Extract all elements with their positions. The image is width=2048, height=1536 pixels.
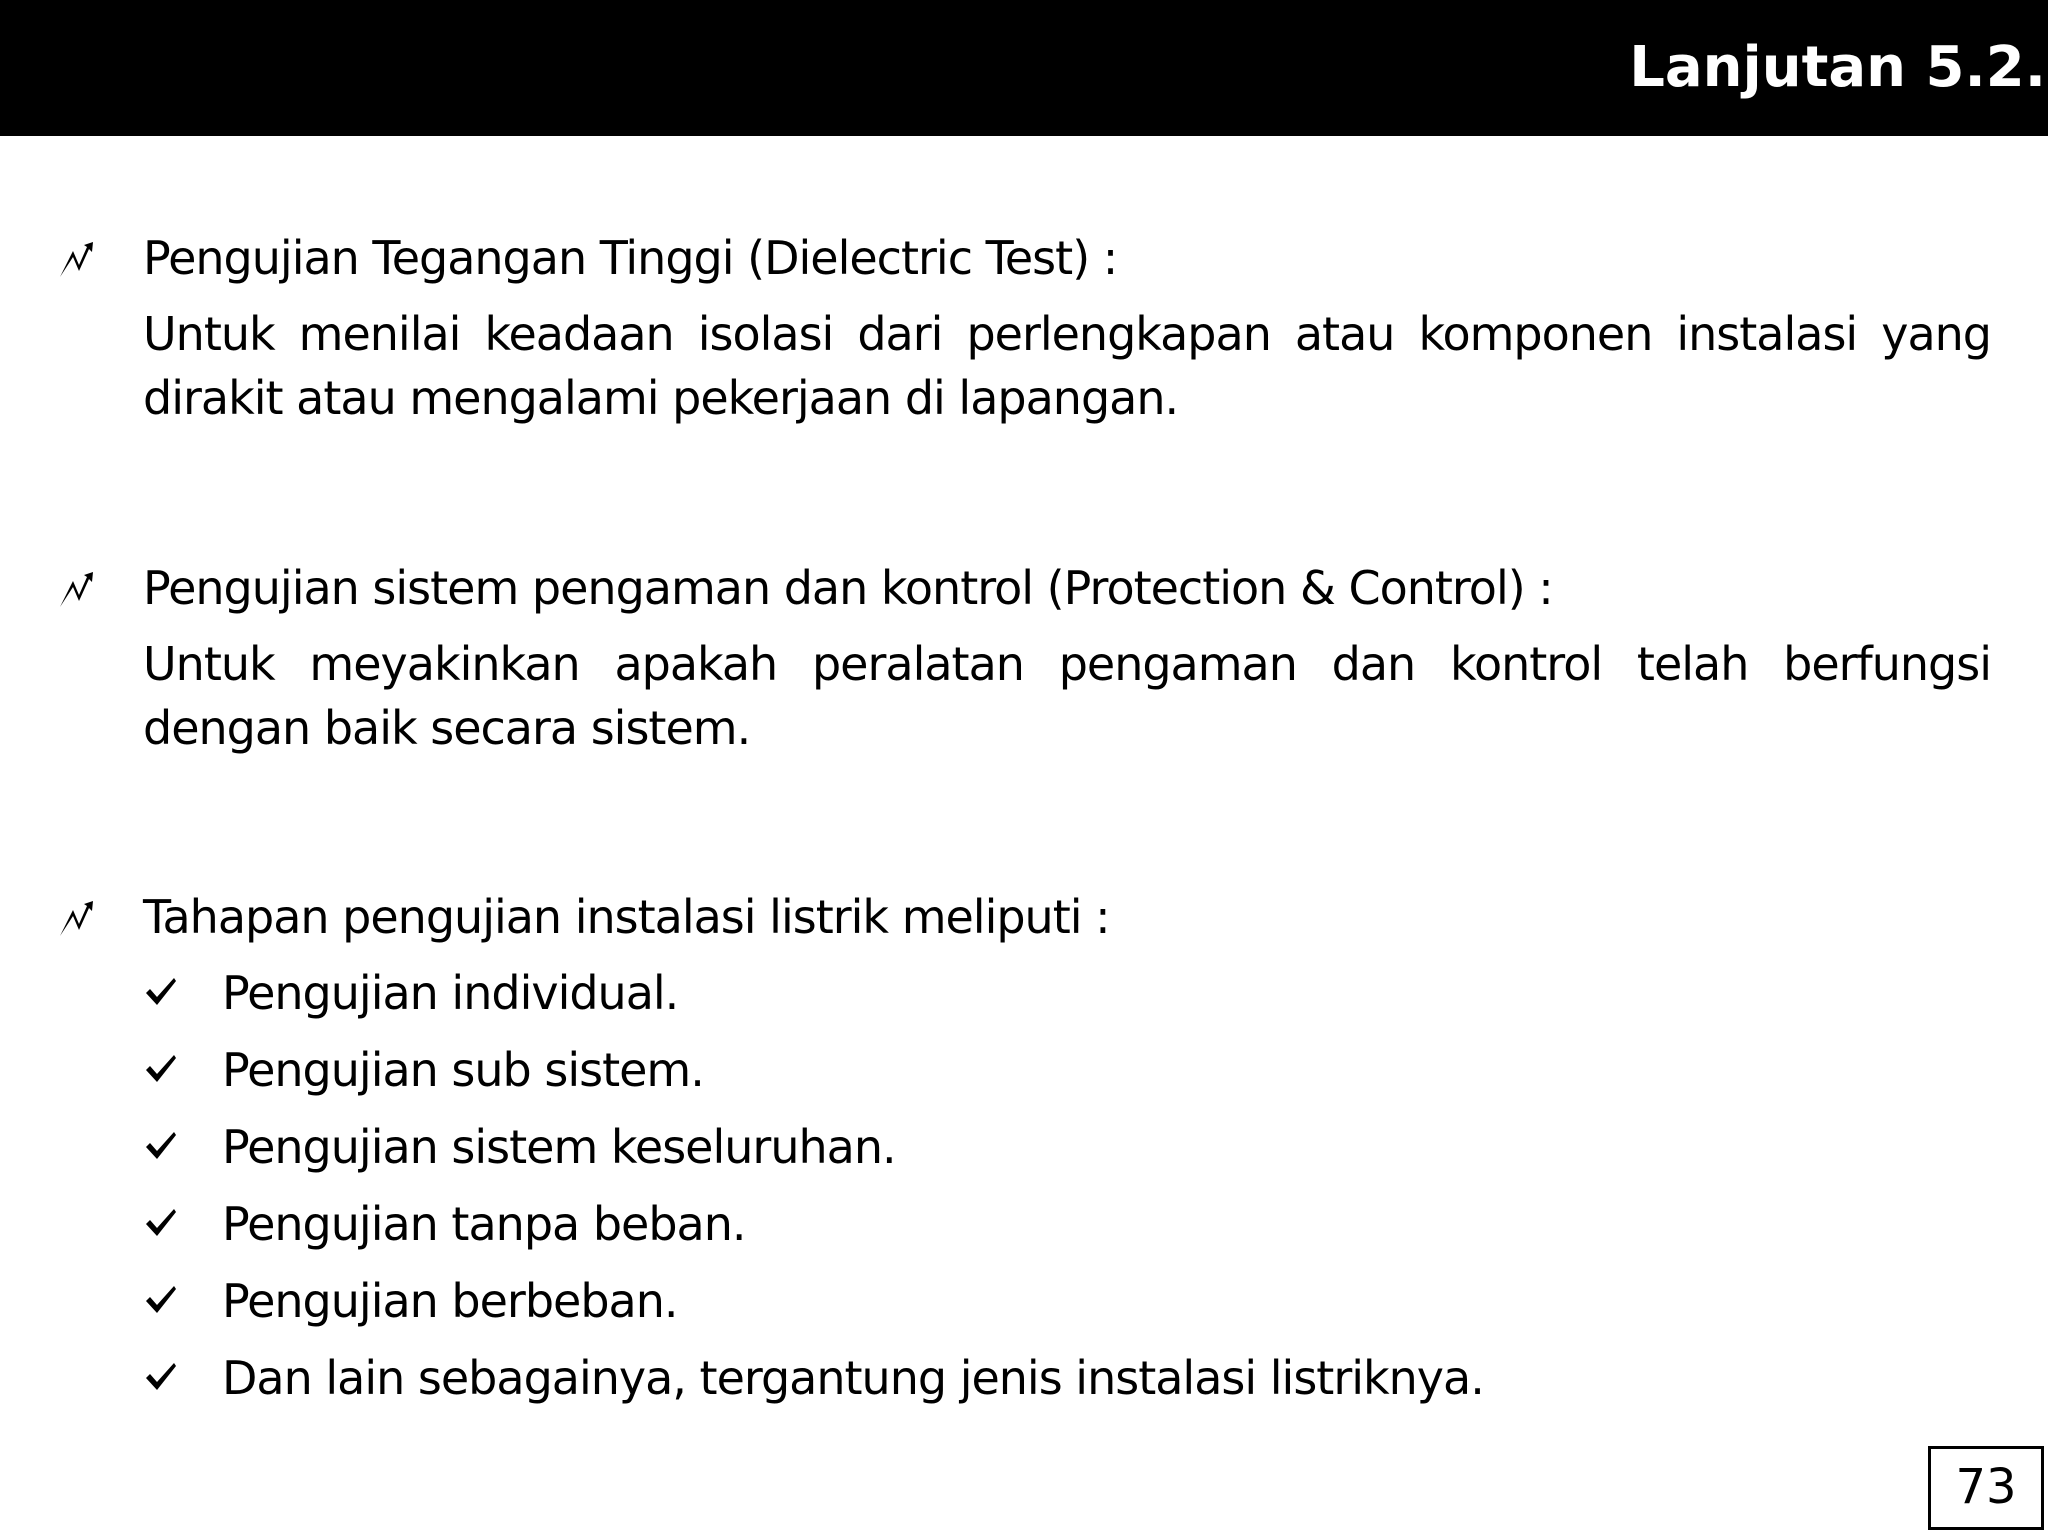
slide-title: Lanjutan 5.2. [1629, 35, 2046, 100]
checkmark-icon [143, 1204, 179, 1240]
checkmark-icon [143, 1358, 179, 1394]
checkmark-icon [143, 1281, 179, 1317]
header-bar [0, 0, 2048, 136]
checklist-item-text: Pengujian sub sistem. [222, 1043, 704, 1097]
checkmark-icon [143, 1050, 179, 1086]
checklist-item-text: Pengujian sistem keseluruhan. [222, 1120, 896, 1174]
checkmark-icon [143, 973, 179, 1009]
checklist-item-text: Pengujian individual. [222, 966, 679, 1020]
page-number: 73 [1928, 1446, 2044, 1530]
section-1-heading: Pengujian Tegangan Tinggi (Dielectric Test) : [143, 231, 1118, 285]
section-1-description-line-1: Untuk menilai keadaan isolasi dari perlengkapan atau komponen instalasi yang [143, 307, 1991, 361]
lightning-bolt-icon [56, 900, 96, 940]
section-2-description [143, 636, 1991, 764]
section-2-description-line-2: dengan baik secara sistem. [143, 701, 751, 755]
section-2-heading: Pengujian sistem pengaman dan kontrol (Protection & Control) : [143, 561, 1553, 615]
checklist-item-text: Pengujian berbeban. [222, 1274, 678, 1328]
section-1-description [143, 306, 1991, 434]
lightning-bolt-icon [56, 571, 96, 611]
lightning-bolt-icon [56, 241, 96, 281]
checklist-item-text: Pengujian tanpa beban. [222, 1197, 746, 1251]
section-3-heading: Tahapan pengujian instalasi listrik meliputi : [143, 890, 1110, 944]
checkmark-icon [143, 1127, 179, 1163]
section-2-description-line-1: Untuk meyakinkan apakah peralatan pengaman dan kontrol telah berfungsi [143, 637, 1991, 691]
checklist-item-text: Dan lain sebagainya, tergantung jenis instalasi listriknya. [222, 1351, 1484, 1405]
section-1-description-line-2: dirakit atau mengalami pekerjaan di lapangan. [143, 371, 1179, 425]
